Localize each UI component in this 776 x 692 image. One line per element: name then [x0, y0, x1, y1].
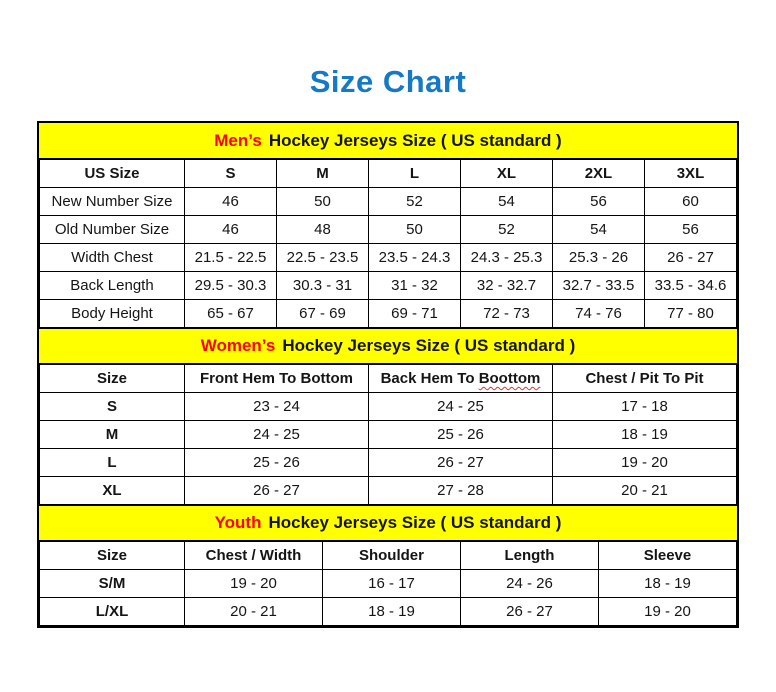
size-cell: 69 - 71 — [368, 300, 460, 328]
row-label: Width Chest — [40, 244, 185, 272]
size-cell: 48 — [276, 216, 368, 244]
page-title: Size Chart — [309, 64, 467, 99]
size-cell: 25.3 - 26 — [552, 244, 644, 272]
size-cell: 17 - 18 — [552, 393, 736, 421]
size-cell: 60 — [644, 188, 736, 216]
size-cell: 18 - 19 — [552, 421, 736, 449]
size-chart-tables — [37, 121, 739, 628]
size-row — [40, 598, 737, 626]
size-cell: 25 - 26 — [368, 421, 552, 449]
column-header — [460, 160, 552, 188]
column-header — [368, 365, 552, 393]
size-cell: 26 - 27 — [184, 477, 368, 505]
mens-section-title-text: Hockey Jerseys Size ( US standard ) — [268, 130, 562, 150]
mens-size-table — [39, 159, 737, 328]
size-cell: 56 — [552, 188, 644, 216]
womens-section-highlight: Women’s — [200, 336, 276, 355]
size-cell: 29.5 - 30.3 — [184, 272, 276, 300]
size-cell: 24 - 26 — [460, 570, 598, 598]
size-cell: 25 - 26 — [184, 449, 368, 477]
row-label: Old Number Size — [40, 216, 185, 244]
size-cell: 52 — [460, 216, 552, 244]
column-header — [40, 160, 185, 188]
row-label: Body Height — [40, 300, 185, 328]
size-row — [40, 570, 737, 598]
womens-section-header — [39, 328, 737, 364]
column-header-text: Size — [96, 547, 127, 564]
size-cell: 24 - 25 — [184, 421, 368, 449]
youth-section-highlight: Youth — [214, 513, 262, 532]
row-label: Back Length — [40, 272, 185, 300]
size-row — [40, 421, 737, 449]
column-header — [552, 365, 736, 393]
size-cell: 24 - 25 — [368, 393, 552, 421]
size-cell: 54 — [552, 216, 644, 244]
column-header-text: Chest / Width — [205, 547, 302, 564]
size-cell: 74 - 76 — [552, 300, 644, 328]
size-cell: 19 - 20 — [598, 598, 736, 626]
size-row — [40, 449, 737, 477]
size-cell: 20 - 21 — [552, 477, 736, 505]
column-header-text: Size — [96, 370, 127, 387]
row-label: L — [40, 449, 185, 477]
row-label: S — [40, 393, 185, 421]
column-header — [40, 365, 185, 393]
womens-section-title-text: Hockey Jerseys Size ( US standard ) — [282, 336, 576, 355]
size-row — [40, 216, 737, 244]
size-cell: 27 - 28 — [368, 477, 552, 505]
row-label: XL — [40, 477, 185, 505]
size-row — [40, 477, 737, 505]
youth-section-title-text: Hockey Jerseys Size ( US standard ) — [268, 513, 562, 532]
column-header-text: 3XL — [676, 165, 705, 182]
column-header-text: US Size — [84, 165, 140, 182]
size-cell: 32 - 32.7 — [460, 272, 552, 300]
column-header — [368, 160, 460, 188]
size-cell: 46 — [184, 188, 276, 216]
column-header-text: S — [225, 165, 236, 182]
size-cell: 22.5 - 23.5 — [276, 244, 368, 272]
column-header-text: Back Hem To — [380, 370, 479, 387]
mens-section-highlight: Men’s — [214, 130, 262, 150]
column-header-text: L — [409, 165, 420, 182]
size-cell: 46 — [184, 216, 276, 244]
size-cell: 16 - 17 — [322, 570, 460, 598]
column-header-text: Chest / Pit To Pit — [585, 370, 704, 387]
size-row — [40, 272, 737, 300]
size-cell: 67 - 69 — [276, 300, 368, 328]
row-label: New Number Size — [40, 188, 185, 216]
size-cell: 65 - 67 — [184, 300, 276, 328]
size-row — [40, 300, 737, 328]
misspelled-word: Boottom — [478, 370, 541, 387]
column-header-text: XL — [496, 165, 517, 182]
size-cell: 26 - 27 — [644, 244, 736, 272]
column-header-text: M — [316, 165, 329, 182]
column-header — [276, 160, 368, 188]
size-cell: 21.5 - 22.5 — [184, 244, 276, 272]
youth-header-row — [40, 542, 737, 570]
womens-size-table — [39, 364, 737, 505]
size-cell: 23.5 - 24.3 — [368, 244, 460, 272]
column-header-text: Front Hem To Bottom — [199, 370, 353, 387]
column-header — [184, 160, 276, 188]
column-header — [598, 542, 736, 570]
size-cell: 54 — [460, 188, 552, 216]
size-cell: 18 - 19 — [322, 598, 460, 626]
size-cell: 30.3 - 31 — [276, 272, 368, 300]
size-row — [40, 393, 737, 421]
size-cell: 20 - 21 — [184, 598, 322, 626]
size-cell: 50 — [276, 188, 368, 216]
row-label: L/XL — [40, 598, 185, 626]
mens-section-header — [39, 123, 737, 159]
row-label: M — [40, 421, 185, 449]
womens-header-row — [40, 365, 737, 393]
size-cell: 52 — [368, 188, 460, 216]
size-cell: 72 - 73 — [460, 300, 552, 328]
size-row — [40, 244, 737, 272]
size-cell: 19 - 20 — [552, 449, 736, 477]
size-cell: 32.7 - 33.5 — [552, 272, 644, 300]
size-row — [40, 188, 737, 216]
size-cell: 19 - 20 — [184, 570, 322, 598]
size-cell: 77 - 80 — [644, 300, 736, 328]
size-cell: 33.5 - 34.6 — [644, 272, 736, 300]
column-header — [322, 542, 460, 570]
column-header — [460, 542, 598, 570]
column-header-text: Length — [504, 547, 555, 564]
column-header — [184, 542, 322, 570]
size-cell: 50 — [368, 216, 460, 244]
size-cell: 31 - 32 — [368, 272, 460, 300]
size-cell: 23 - 24 — [184, 393, 368, 421]
size-cell: 18 - 19 — [598, 570, 736, 598]
column-header — [40, 542, 185, 570]
size-cell: 26 - 27 — [368, 449, 552, 477]
mens-header-row — [40, 160, 737, 188]
column-header — [552, 160, 644, 188]
column-header — [644, 160, 736, 188]
youth-size-table — [39, 541, 737, 626]
row-label: S/M — [40, 570, 185, 598]
column-header-text: Sleeve — [643, 547, 692, 564]
column-header-text: Shoulder — [358, 547, 424, 564]
column-header-text: 2XL — [584, 165, 613, 182]
size-cell: 56 — [644, 216, 736, 244]
size-cell: 24.3 - 25.3 — [460, 244, 552, 272]
youth-section-header — [39, 505, 737, 541]
size-chart-page — [0, 64, 776, 628]
size-cell: 26 - 27 — [460, 598, 598, 626]
column-header — [184, 365, 368, 393]
